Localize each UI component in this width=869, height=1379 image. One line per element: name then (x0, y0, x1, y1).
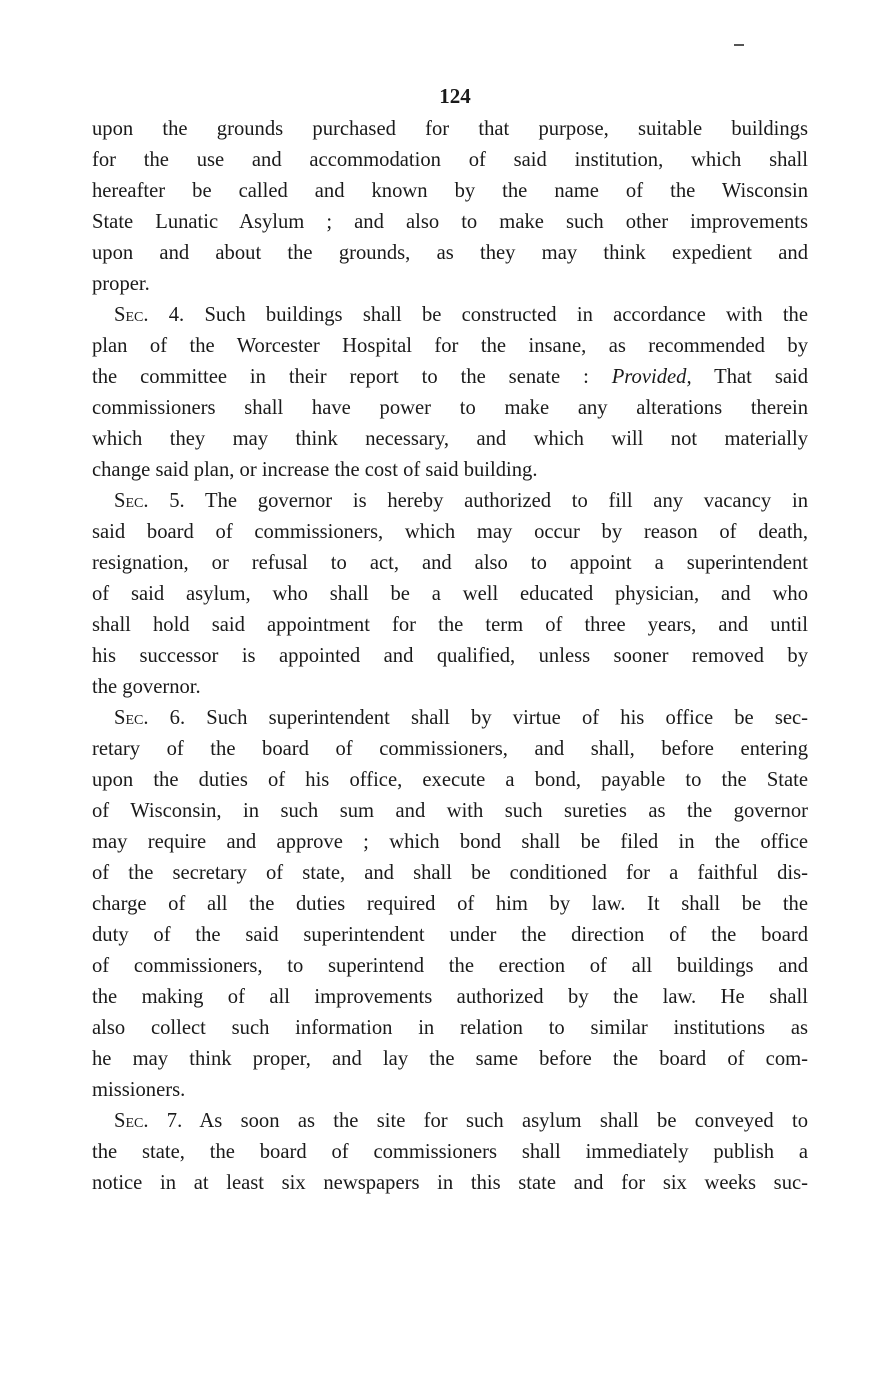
text-line: upon and about the grounds, as they may think expedient and (92, 242, 808, 264)
text-line: proper. (92, 273, 150, 295)
section-label: Sec. 7. (114, 1110, 183, 1132)
text-fragment: As soon as the site for such asylum shall be conveyed to (182, 1110, 808, 1132)
section-6 (92, 703, 808, 1106)
page-mark (734, 44, 744, 46)
text-line: the making of all improvements authorized by the law. He shall (92, 986, 808, 1008)
paragraph-continuation (92, 114, 808, 300)
text-line: the governor. (92, 676, 201, 698)
text-line: said board of commissioners, which may occur by reason of death, (92, 521, 808, 543)
text-line: shall hold said appointment for the term of three years, and until (92, 614, 808, 636)
text-line (92, 300, 808, 331)
text-fragment: Such superintendent shall by virtue of his office be sec- (185, 707, 808, 729)
section-label: Sec. 6. (114, 707, 186, 729)
text-line (92, 486, 808, 517)
text-line (92, 703, 808, 734)
text-line: retary of the board of commissioners, and shall, before entering (92, 738, 808, 760)
text-line: plan of the Worcester Hospital for the insane, as recommended by (92, 335, 808, 357)
text-line: of commissioners, to superintend the erection of all buildings and (92, 955, 808, 977)
section-7 (92, 1106, 808, 1199)
text-line (92, 362, 808, 393)
text-fragment: Such buildings shall be constructed in accordance with the (184, 304, 808, 326)
text-fragment: The governor is hereby authorized to fill any vacancy in (184, 490, 808, 512)
text-line: may require and approve ; which bond shall be filed in the office (92, 831, 808, 853)
text-line: he may think proper, and lay the same before the board of com- (92, 1048, 808, 1070)
text-line: charge of all the duties required of him by law. It shall be the (92, 893, 808, 915)
text-line: missioners. (92, 1079, 186, 1101)
text-line: State Lunatic Asylum ; and also to make such other improvements (92, 211, 808, 233)
text-line: notice in at least six newspapers in this state and for six weeks suc- (92, 1172, 808, 1194)
text-line: resignation, or refusal to act, and also to appoint a superintendent (92, 552, 808, 574)
text-line: hereafter be called and known by the name of the Wisconsin (92, 180, 808, 202)
text-line: commissioners shall have power to make any alterations therein (92, 397, 808, 419)
text-line: of Wisconsin, in such sum and with such sureties as the governor (92, 800, 808, 822)
text-line: for the use and accommodation of said institution, which shall (92, 149, 808, 171)
document-page (92, 78, 808, 1199)
text-line: upon the grounds purchased for that purpose, suitable buildings (92, 118, 808, 140)
section-4 (92, 300, 808, 486)
text-line: which they may think necessary, and which will not materially (92, 428, 808, 450)
text-line: change said plan, or increase the cost of said building. (92, 459, 538, 481)
text-line: of the secretary of state, and shall be conditioned for a faithful dis- (92, 862, 808, 884)
section-label: Sec. 5. (114, 490, 185, 512)
text-line: upon the duties of his office, execute a bond, payable to the State (92, 769, 808, 791)
section-label: Sec. 4. (114, 304, 185, 326)
text-fragment: That said (691, 366, 808, 388)
page-number: 124 (439, 84, 471, 108)
text-line (92, 1106, 808, 1137)
text-line: duty of the said superintendent under the direction of the board (92, 924, 808, 946)
section-5 (92, 486, 808, 703)
text-line: the state, the board of commissioners shall immediately publish a (92, 1141, 808, 1163)
text-line: of said asylum, who shall be a well educated physician, and who (92, 583, 808, 605)
proviso-word: Provided, (611, 366, 692, 388)
text-line: also collect such information in relation to similar institutions as (92, 1017, 808, 1039)
text-line: his successor is appointed and qualified, unless sooner removed by (92, 645, 808, 667)
text-fragment: the committee in their report to the senate : (92, 366, 612, 388)
